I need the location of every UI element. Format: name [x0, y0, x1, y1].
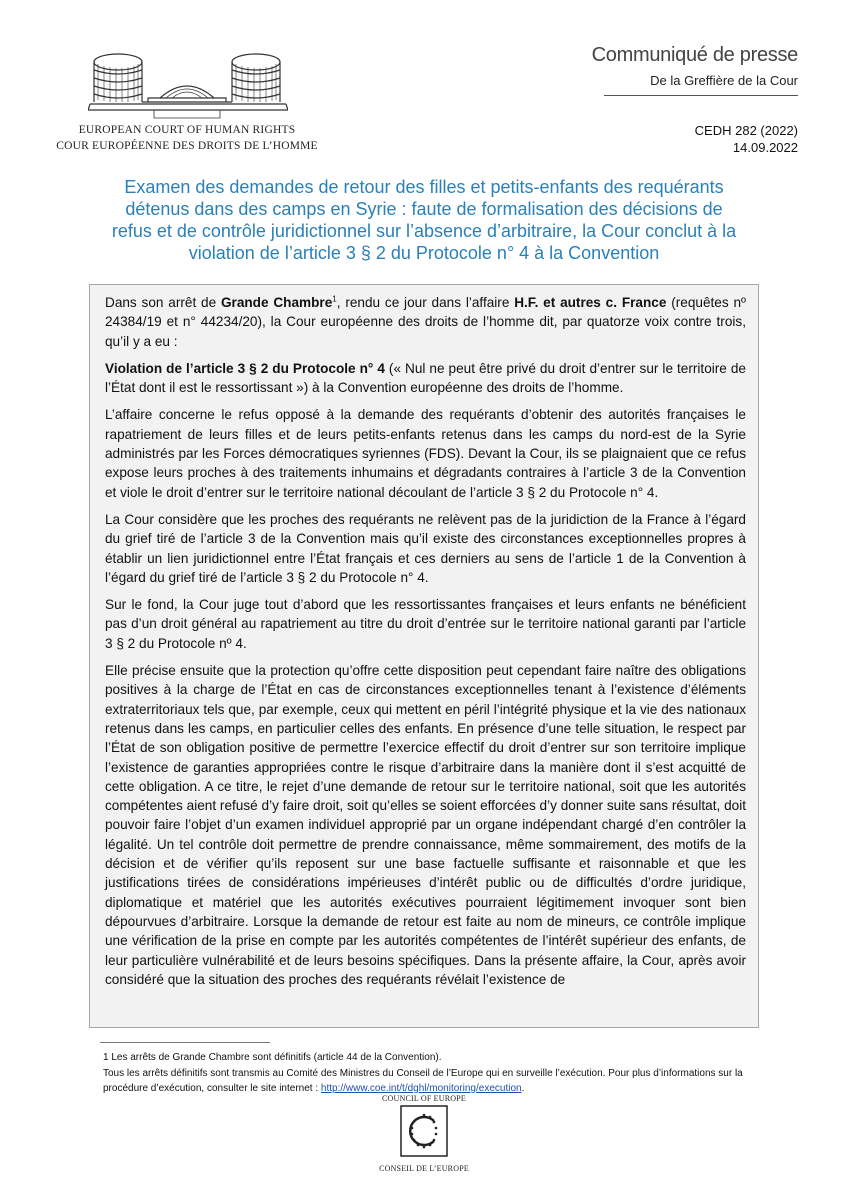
court-name-fr: COUR EUROPÉENNE DES DROITS DE L’HOMME — [56, 140, 318, 152]
headline — [60, 176, 788, 264]
footnote — [103, 1050, 763, 1097]
coe-emblem-icon — [400, 1105, 448, 1157]
verdict-paragraph — [105, 359, 746, 398]
body-paragraph: La Cour considère que les proches des requérants ne relèvent pas de la juridiction de la France à l’égard du grief tiré de l’article 3 de la Convention mais qu’il existe des circonstances exceptionnelles propres à établir un lien juridictionnel entre l’État français et ces derniers au sens de l’article 1 de la Convention à l’égard du grief tiré de l’article 3 § 2 du Protocole n° 4. — [105, 511, 746, 585]
header-divider — [604, 95, 798, 96]
intro-paragraph — [105, 293, 746, 351]
verdict-label: Violation de l’article 3 § 2 du Protocole n° 4 — [105, 360, 385, 376]
body-paragraph: Sur le fond, la Cour juge tout d’abord que les ressortissantes françaises et leurs enfants ne bénéficient pas d’un droit général au rapatriement au titre du droit d’entrée sur le territoire national garanti par l’article 3 § 2 du Protocole nº 4. — [105, 597, 746, 651]
court-building-icon — [88, 48, 288, 120]
grande-chambre-label: Grande Chambre — [220, 295, 333, 310]
reference-number: CEDH 282 (2022) — [694, 123, 798, 138]
summary-box — [89, 284, 759, 1028]
body-paragraph: L’affaire concerne le refus opposé à la demande des requérants d’obtenir des autorités françaises le rapatriement de leurs filles et de leurs petits-enfants retenus dans les camps du nord-est de la Syrie administrés par les Forces démocratiques syriennes (FDS). Devant la Cour, ils se plaignaient que ce refus expose leurs proches à des traitements inhumains et dégradants contraires à l’article 3 de la Convention et viole le droit d’entrer sur le territoire national découlant de l’article 3 § 2 du Protocole n° 4. — [105, 407, 746, 500]
execution-link[interactable]: http://www.coe.int/t/dghl/monitoring/execution — [320, 1083, 522, 1094]
body-paragraph: Elle précise ensuite que la protection qu’offre cette disposition peut cependant faire naître des obligations positives à la charge de l’État en cas de circonstances exceptionnelles tenant à l’existence d’éléments extraterritoriaux tels que, par exemple, ceux qui mettent en péril l’intégrité physique et la vie des nationaux retenus dans les camps, en particulier celles des enfants. En présence d’une telle situation, le respect par l’État de son obligation positive de permettre l’exercice effectif du droit d’entrer sur son territoire implique l’existence de garanties appropriées contre le risque d’arbitraire dans la manière dont il s’est acquitté de cette obligation. A ce titre, le rejet d’une demande de retour sur le territoire national, soit que les autorités compétentes aient refusé d’y faire droit, soit qu’elles se soient efforcées d’y donner suite sans résultat, doit pouvoir faire l’objet d’un examen individuel approprié par un organe indépendant chargé d’en contrôler la légalité. Un tel contrôle doit permettre de prendre connaissance, même sommairement, des motifs de la décision et de vérifier qu’ils reposent sur une base factuelle suffisante et raisonnable et que les justifications tirées de considérations impérieuses d’intérêt public ou de difficultés d’ordre juridique, diplomatique et matériel que les autorités exécutives pourraient légitimement invoquer sont bien dépourvues d’arbitraire. Lorsque la demande de retour est faite au nom de mineurs, ce contrôle implique une vérification de la prise en compte par les autorités compétentes de l’intérêt supérieur des enfants, de leur particulière vulnérabilité et de leurs besoins spécifiques. Dans la présente affaire, la Cour, après avoir considéré que la situation des proches des requérants révélait l’existence de — [105, 663, 746, 987]
press-release-header — [592, 44, 798, 88]
coe-name-fr: CONSEIL DE L’EUROPE — [379, 1164, 469, 1173]
council-of-europe-logo — [358, 1094, 490, 1173]
text-run: (« Nul ne peut être privé du droit d’entrer sur le territoire de l’État dont il est le ressortissant ») à la Convention européenne des droits de l’homme. — [105, 360, 746, 396]
headline-line: violation de l’article 3 § 2 du Protocole n° 4 à la Convention — [188, 243, 660, 263]
headline-line: refus et de contrôle juridictionnel sur l’absence d’arbitraire, la Cour conclut à la — [111, 221, 737, 241]
footnote-divider — [100, 1042, 270, 1043]
release-date: 14.09.2022 — [732, 140, 798, 155]
coe-name-en: COUNCIL OF EUROPE — [382, 1094, 466, 1103]
press-subtitle: De la Greffière de la Cour — [650, 73, 798, 88]
release-reference — [695, 122, 798, 156]
footnote-marker: 1 — [332, 294, 337, 304]
text-run: . — [521, 1083, 525, 1094]
text-run: , rendu ce jour dans l’affaire — [336, 295, 515, 310]
court-logo — [52, 48, 322, 158]
case-name: H.F. et autres c. France — [514, 295, 667, 310]
text-run: Dans son arrêt de — [105, 295, 221, 310]
press-title: Communiqué de presse — [591, 44, 798, 66]
headline-line: Examen des demandes de retour des filles et petits-enfants des requérants — [124, 177, 724, 197]
headline-line: détenus dans des camps en Syrie : faute de formalisation des décisions de — [125, 199, 723, 219]
footnote-line: 1 Les arrêts de Grande Chambre sont définitifs (article 44 de la Convention). — [103, 1052, 442, 1063]
text-run: (requêtes nº 24384/19 et n° 44234/20), la Cour européenne des droits de l’homme dit, par quatorze voix contre trois, qu’il y a eu : — [105, 295, 746, 349]
text-run: Tous les arrêts définitifs sont transmis au Comité des Ministres du Conseil de l’Europe qui en surveille l’exécution. Pour plus d’informations sur la procédure d’exécution, consulter le site internet : — [103, 1067, 743, 1094]
court-name-en: EUROPEAN COURT OF HUMAN RIGHTS — [78, 124, 296, 136]
footnote-line — [103, 1066, 763, 1097]
